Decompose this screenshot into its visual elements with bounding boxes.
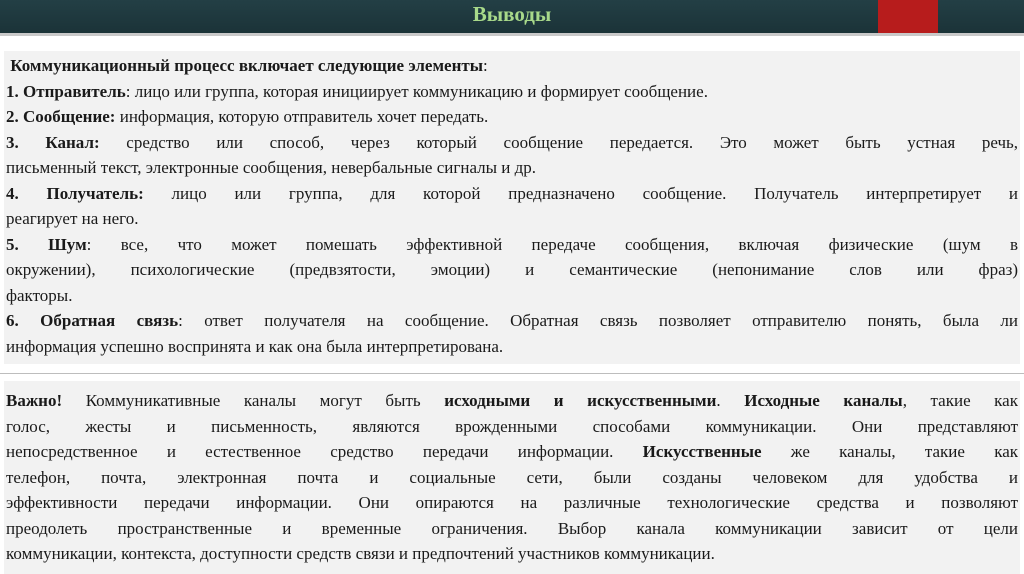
important-line-4: телефон, почта, электронная почта и социальные сети, были созданы человеком для удобства и bbox=[6, 467, 1018, 487]
element-item-noise-cont: окружении), психологические (предвзятости, эмоции) и семантические (непонимание слов или фраз) bbox=[6, 260, 1018, 279]
element-item-feedback: 6. Обратная связь: ответ получателя на сообщение. Обратная связь позволяет отправителю понять, была ли bbox=[6, 311, 1018, 330]
element-item-channel: 3. Канал: средство или способ, через который сообщение передается. Это может быть устная речь, bbox=[6, 132, 1019, 152]
elements-intro: Коммуникационный процесс включает следующие элементы: bbox=[10, 56, 488, 75]
section-divider bbox=[0, 373, 1024, 374]
element-item-noise: 5. Шум: все, что может помешать эффективной передаче сообщения, включая физические (шум в bbox=[6, 234, 1019, 254]
element-item-noise-cont2: факторы. bbox=[6, 285, 73, 305]
element-item-receiver: 4. Получатель: лицо или группа, для которой предназначено сообщение. Получатель интерпретирует и bbox=[6, 183, 1019, 203]
element-item-channel-cont: письменный текст, электронные сообщения, невербальные сигналы и др. bbox=[6, 158, 537, 177]
elements-section bbox=[6, 53, 1018, 359]
element-item-sender: 1. Отправитель: лицо или группа, которая инициирует коммуникацию и формирует сообщение. bbox=[6, 81, 708, 101]
header-accent-block bbox=[878, 0, 938, 33]
important-line-5: эффективности передачи информации. Они опираются на различные технологические средства и позволяют bbox=[6, 493, 1018, 512]
element-item-receiver-cont: реагирует на него. bbox=[6, 209, 139, 228]
element-item-feedback-cont: информация успешно воспринята и как она была интерпретирована. bbox=[6, 336, 504, 356]
important-line-2: голос, жесты и письменность, являются врожденными способами коммуникации. Они представляют bbox=[6, 416, 1018, 436]
important-section bbox=[6, 388, 1018, 567]
slide-title: Выводы bbox=[472, 2, 552, 26]
header-bar bbox=[0, 0, 1024, 33]
header-rule bbox=[0, 33, 1024, 36]
important-line-7: коммуникации, контекста, доступности средств связи и предпочтений участников коммуникации. bbox=[6, 544, 715, 563]
element-item-message: 2. Сообщение: информация, которую отправитель хочет передать. bbox=[6, 107, 489, 126]
important-line-3: непосредственное и естественное средство передачи информации. Искусственные же каналы, такие как bbox=[6, 442, 1018, 461]
important-line-1: Важно! Коммуникативные каналы могут быть исходными и искусственными. Исходные каналы, такие как bbox=[6, 391, 1018, 410]
important-line-6: преодолеть пространственные и временные ограничения. Выбор канала коммуникации зависит от цели bbox=[6, 518, 1018, 538]
